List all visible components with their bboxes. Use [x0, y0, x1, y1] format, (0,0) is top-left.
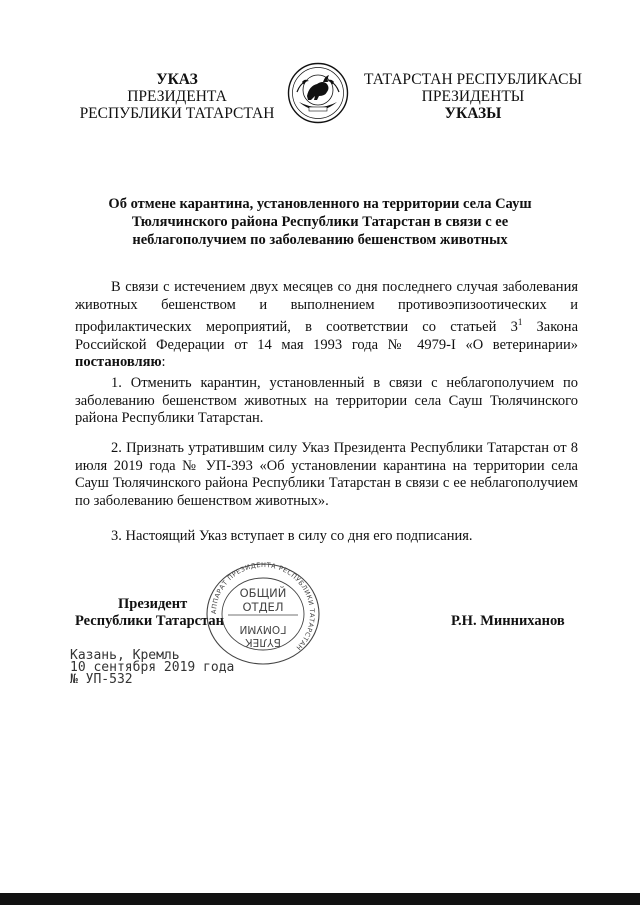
decree-item-1: 1. Отменить карантин, установленный в связи с неблагополучием по заболеванию бешенством животных на территории села Сауш Тюлячинского района Республики Татарстан.: [75, 375, 578, 427]
signatory-title-line2: Республики Татарстан: [75, 613, 224, 629]
decree-number: № УП-532: [70, 672, 133, 687]
signatory-name: Р.Н. Минниханов: [451, 613, 565, 629]
general-department-stamp: [198, 560, 328, 668]
header-ru-line2: ПРЕЗИДЕНТА: [127, 88, 227, 105]
header-tt-line1: ТАТАРСТАН РЕСПУБЛИКАСЫ: [364, 71, 582, 88]
decree-item-2: 2. Признать утратившим силу Указ Президента Республики Татарстан от 8 июля 2019 года № УП-393 «Об установлении карантина на территории села Сауш Тюлячинского района Республики Татарстан в связи с ее неблагополучием по заболеванию бешенством животных».: [75, 440, 578, 509]
signing-date: 10 сентября 2019 года: [70, 660, 235, 675]
header-tt-line2: ПРЕЗИДЕНТЫ: [421, 88, 525, 105]
signatory-title-line1: Президент: [118, 596, 188, 612]
stamp-line4: БҮЛЕК: [245, 636, 281, 648]
scan-edge-bar: [0, 893, 640, 905]
place-of-signing: Казань, Кремль: [70, 648, 180, 663]
decree-title: Об отмене карантина, установленного на территории села Сауш Тюлячинского района Республики Татарстан в связи с ее неблагополучием по заболеванию бешенством животных: [108, 196, 532, 248]
header-ru-line1: УКАЗ: [156, 71, 198, 88]
article-superscript: 1: [517, 317, 523, 328]
stamp-line3: ГОМУМИ: [239, 623, 287, 635]
stamp-line1: ОБЩИЙ: [239, 586, 287, 600]
stamp-line2: ОТДЕЛ: [242, 600, 284, 614]
tatarstan-coat-of-arms-icon: [287, 62, 349, 124]
preamble-text-continued: Закона Российской Федерации от 14 мая 1993 года № 4979-I «О ветеринарии»: [75, 319, 578, 353]
preamble-text: В связи с истечением двух месяцев со дня последнего случая заболевания животных бешенством и выполнением противоэпизоотических и профилактических мероприятий, в соответствии со статьей 3: [75, 279, 578, 336]
decree-item-3: 3. Настоящий Указ вступает в силу со дня его подписания.: [111, 528, 473, 544]
preamble-colon: :: [161, 354, 166, 371]
operative-word: постановляю: [75, 354, 162, 371]
issuer-header-tt: [362, 71, 584, 122]
stamp-ring-text: АППАРАТ ПРЕЗИДЕНТА РЕСПУБЛИКИ ТАТАРСТАН: [209, 560, 317, 652]
preamble-paragraph: [75, 279, 578, 372]
header-tt-line3: УКАЗЫ: [444, 105, 502, 122]
issuer-header-ru: [72, 71, 282, 122]
header-ru-line3: РЕСПУБЛИКИ ТАТАРСТАН: [79, 105, 275, 122]
